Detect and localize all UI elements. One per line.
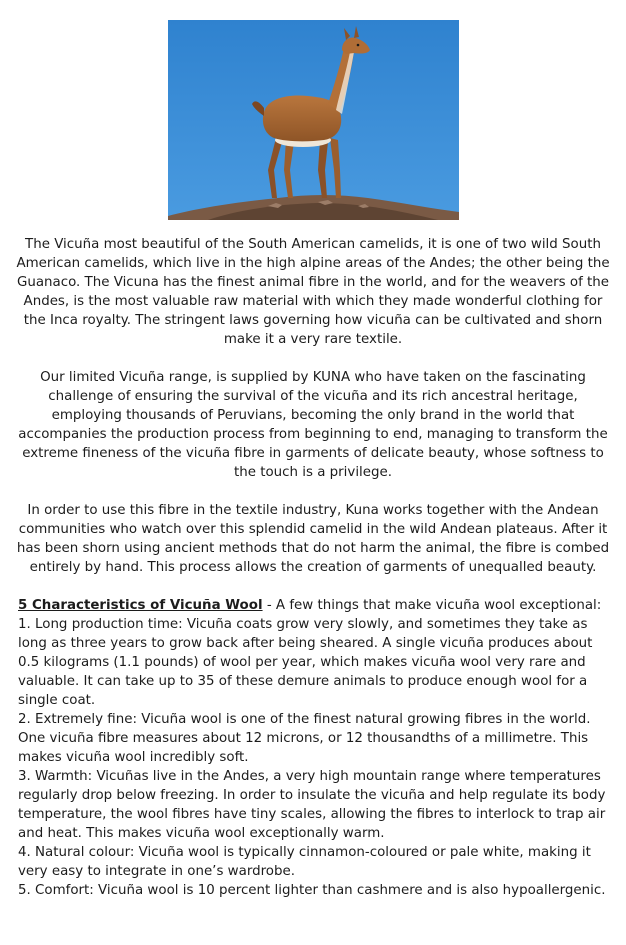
- characteristics-section: [18, 596, 614, 900]
- intro-paragraph: The Vicuña most beautiful of the South American camelids, it is one of two wild South American camelids, which live in the high alpine areas of the Andes; the other being the Guanaco. The Vicuna has the finest animal fibre in the world, and for the weavers of the Andes, is the most valuable raw material with which they made wonderful clothing for the Inca royalty. The stringent laws governing how vicuña can be cultivated and shorn make it a very rare textile.: [16, 237, 610, 348]
- characteristic-item: 3. Warmth: Vicuñas live in the Andes, a very high mountain range where temperatures regularly drop below freezing. In order to insulate the vicuña and help regulate its body temperature, the wool fibres have tiny scales, allowing the fibres to interlock to trap air and heat. This makes vicuña wool exceptionally warm.: [18, 769, 606, 841]
- vicuna-photo: [168, 20, 459, 220]
- process-paragraph: In order to use this fibre in the textile industry, Kuna works together with the Andean communities who watch over this splendid camelid in the wild Andean plateaus. After it has been shorn using ancient methods that do not harm the animal, the fibre is combed entirely by hand. This process allows the creation of garments of unequalled beauty.: [16, 503, 610, 576]
- characteristics-heading: 5 Characteristics of Vicuña Wool: [18, 598, 263, 613]
- characteristic-item: 4. Natural colour: Vicuña wool is typically cinnamon-coloured or pale white, making it very easy to integrate in one’s wardrobe.: [18, 845, 591, 879]
- vicuna-illustration: [168, 20, 459, 220]
- characteristic-item: 1. Long production time: Vicuña coats grow very slowly, and sometimes they take as long as three years to grow back after being sheared. A single vicuña produces about 0.5 kilograms (1.1 pounds) of wool per year, which makes vicuña wool very rare and valuable. It can take up to 35 of these demure animals to produce enough wool for a single coat.: [18, 617, 593, 708]
- characteristics-intro: - A few things that make vicuña wool exceptional:: [262, 598, 602, 613]
- characteristic-item: 5. Comfort: Vicuña wool is 10 percent lighter than cashmere and is also hypoallergenic.: [18, 883, 606, 898]
- kuna-paragraph: Our limited Vicuña range, is supplied by KUNA who have taken on the fascinating challenge of ensuring the survival of the vicuña and its rich ancestral heritage, employing thousands of Peruvians, becoming the only brand in the world that accompanies the production process from beginning to end, managing to transform the extreme fineness of the vicuña fibre in garments of delicate beauty, whose softness to the touch is a privilege.: [18, 370, 608, 481]
- characteristic-item: 2. Extremely fine: Vicuña wool is one of the finest natural growing fibres in the world. One vicuña fibre measures about 12 microns, or 12 thousandths of a millimetre. This makes vicuña wool incredibly soft.: [18, 712, 591, 765]
